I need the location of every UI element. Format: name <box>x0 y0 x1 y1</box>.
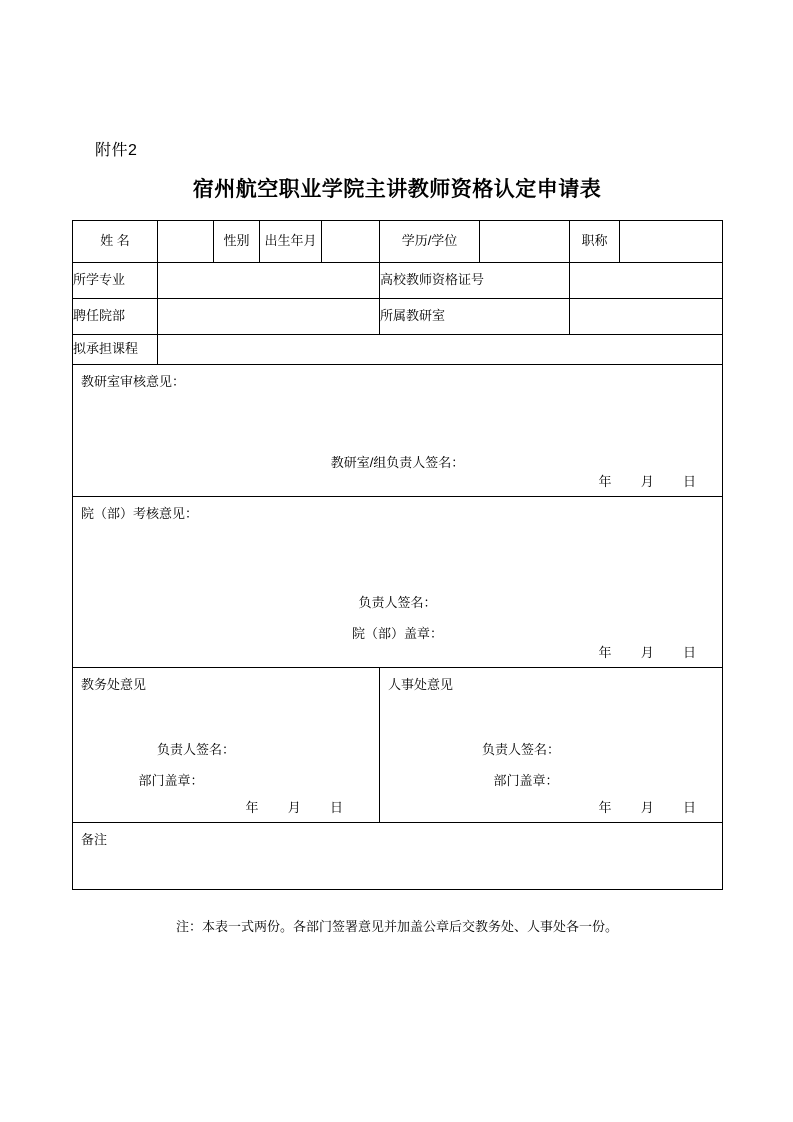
teaching-office-date-line <box>81 471 714 490</box>
certificate-label: 高校教师资格证号 <box>380 263 570 299</box>
birth-label: 出生年月 <box>260 221 322 263</box>
college-signature-label: 负责人签名： <box>358 595 437 610</box>
teaching-office-value[interactable] <box>570 299 723 335</box>
date-month: 月 <box>640 474 654 489</box>
personnel-opinion-body <box>380 668 722 822</box>
college-opinion-body <box>73 497 722 667</box>
academic-affairs-opinion-title: 教务处意见 <box>81 677 147 692</box>
certificate-value[interactable] <box>570 263 723 299</box>
date-year: 年 <box>245 800 259 815</box>
remark-cell[interactable] <box>73 823 723 890</box>
application-form-table <box>72 220 723 890</box>
personnel-date-line <box>388 797 714 816</box>
personnel-opinion-title: 人事处意见 <box>388 677 454 692</box>
form-note: 注：本表一式两份。各部门签署意见并加盖公章后交教务处、人事处各一份。 <box>175 919 618 934</box>
attachment-label: 附件2 <box>95 142 138 159</box>
table-row <box>73 497 723 668</box>
date-month: 月 <box>640 800 654 815</box>
title-label: 职称 <box>570 221 620 263</box>
date-month: 月 <box>287 800 301 815</box>
department-value[interactable] <box>158 299 380 335</box>
academic-affairs-opinion-blank[interactable] <box>81 693 371 739</box>
course-label: 拟承担课程 <box>73 335 158 365</box>
table-row <box>73 221 723 263</box>
college-date-line <box>81 642 714 661</box>
name-value[interactable] <box>158 221 214 263</box>
course-value[interactable] <box>158 335 723 365</box>
table-row <box>73 668 723 823</box>
academic-affairs-signature-label: 负责人签名： <box>156 742 235 757</box>
table-row <box>73 823 723 890</box>
teaching-office-opinion-title: 教研室审核意见： <box>81 374 186 389</box>
remark-label: 备注 <box>81 832 108 847</box>
major-label: 所学专业 <box>73 263 158 299</box>
gender-label: 性别 <box>214 221 260 263</box>
teaching-office-opinion-cell[interactable] <box>73 365 723 497</box>
date-day: 日 <box>682 800 696 815</box>
date-year: 年 <box>598 474 612 489</box>
table-row <box>73 365 723 497</box>
personnel-stamp-label: 部门盖章： <box>493 773 559 788</box>
college-opinion-cell[interactable] <box>73 497 723 668</box>
teaching-office-opinion-blank[interactable] <box>81 390 714 452</box>
teaching-office-signature-label: 教研室/组负责人签名： <box>330 455 465 470</box>
major-value[interactable] <box>158 263 380 299</box>
table-row <box>73 299 723 335</box>
date-day: 日 <box>682 474 696 489</box>
date-day: 日 <box>682 645 696 660</box>
teaching-office-label: 所属教研室 <box>380 299 570 335</box>
date-year: 年 <box>598 645 612 660</box>
degree-label: 学历/学位 <box>380 221 480 263</box>
degree-value[interactable] <box>480 221 570 263</box>
academic-affairs-stamp-label: 部门盖章： <box>138 773 204 788</box>
date-day: 日 <box>329 800 343 815</box>
academic-affairs-opinion-body <box>73 668 379 822</box>
academic-affairs-opinion-cell[interactable] <box>73 668 380 823</box>
department-label: 聘任院部 <box>73 299 158 335</box>
date-year: 年 <box>598 800 612 815</box>
name-label: 姓 名 <box>73 221 158 263</box>
college-opinion-blank[interactable] <box>81 522 714 592</box>
personnel-signature-label: 负责人签名： <box>481 742 560 757</box>
table-row <box>73 263 723 299</box>
college-opinion-title: 院（部）考核意见： <box>81 506 199 521</box>
title-value[interactable] <box>620 221 723 263</box>
page-title: 宿州航空职业学院主讲教师资格认定申请表 <box>192 177 602 201</box>
academic-affairs-date-line <box>81 797 371 816</box>
date-month: 月 <box>640 645 654 660</box>
personnel-opinion-cell[interactable] <box>380 668 723 823</box>
college-stamp-label: 院（部）盖章： <box>351 626 443 641</box>
personnel-opinion-blank[interactable] <box>388 693 714 739</box>
birth-value[interactable] <box>322 221 380 263</box>
teaching-office-opinion-body <box>73 365 722 496</box>
table-row <box>73 335 723 365</box>
